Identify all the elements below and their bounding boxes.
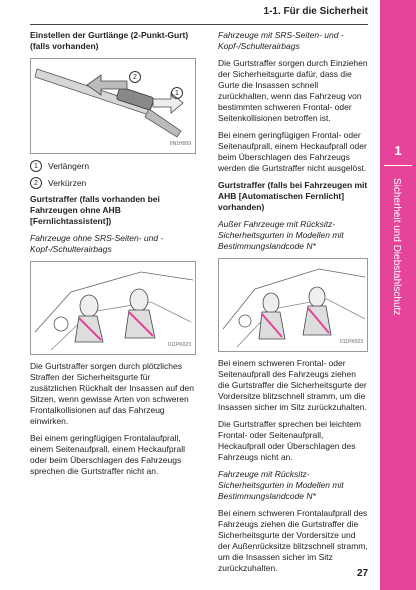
item-number: 1 — [30, 160, 42, 172]
chapter-side-tab — [380, 0, 416, 590]
left-column — [30, 30, 196, 483]
callout-2: 2 — [129, 71, 141, 83]
vehicle-condition-note: Außer Fahrzeuge mit Rücksitz-Sicherheitsgurten in Modellen mit Bestimmungslandcode N* — [218, 219, 344, 251]
running-header: 1-1. Für die Sicherheit — [30, 0, 368, 25]
callout-1: 1 — [171, 87, 183, 99]
section-heading-belt-length: Einstellen der Gurtlänge (2-Punkt-Gurt) (falls vorhanden) — [30, 30, 189, 51]
vehicle-condition-note: Fahrzeuge mit SRS-Seiten- und -Kopf-/Schulterairbags — [218, 30, 344, 51]
chapter-tab-divider — [384, 165, 412, 166]
section-heading-pretensioner: Gurtstraffer (falls vorhanden bei Fahrzeugen ohne AHB [Fernlichtassistent]) — [30, 194, 160, 226]
belt-adjust-figure — [30, 58, 196, 154]
paragraph: Die Gurtstraffer sorgen durch plötzliches Straffen der Sicherheitsgurte für zusätzlichen Rückhalt der Insassen auf den Sitzen, wenn gewisse Arten von schweren Frontalkollisionen auf das Fahrzeug einwirken. — [30, 361, 194, 426]
vehicle-condition-note: Fahrzeuge ohne SRS-Seiten- und -Kopf-/Schulterairbags — [30, 233, 164, 254]
figure-code: IIN1H009 — [169, 141, 191, 147]
figure-code: II11PK023 — [168, 342, 191, 348]
page-number: 27 — [357, 568, 369, 579]
list-item — [30, 177, 196, 189]
paragraph: Bei einem geringfügigen Frontal- oder Seitenaufprall, einem Heckaufprall oder beim Überschlagen des Fahrzeugs werden die Gurtstraffer nicht ausgelöst. — [218, 130, 367, 173]
right-column — [218, 30, 368, 580]
list-item — [30, 160, 196, 172]
figure-code: II11PK023 — [340, 339, 363, 345]
pretensioner-ahb-figure — [218, 258, 368, 352]
paragraph: Die Gurtstraffer sorgen durch Einziehen der Sicherheitsgurte dafür, dass die Gurte die Insassen schnell zurückhalten, wenn das Fahrzeug von bestimmten schweren Frontal- oder Seitenkollisionen betroffen ist. — [218, 58, 368, 123]
chapter-title: Sicherheit und Diebstahlschutz — [391, 178, 402, 316]
paragraph: Die Gurtstraffer sprechen bei leichtem Frontal- oder Seitenaufprall, Heckaufprall oder Überschlagen des Fahrzeugs nicht an. — [218, 419, 361, 462]
item-text: Verkürzen — [48, 177, 87, 188]
paragraph: Bei einem schweren Frontalaufprall des Fahrzeugs ziehen die Gurtstraffer die Sicherheitsgurte der Vordersitze und der Außenrücksitze blitzschnell stramm, um die Insassen sicher im Sitz zurückzuhalten. — [218, 508, 368, 573]
item-number: 2 — [30, 177, 42, 189]
paragraph: Bei einem geringfügigen Frontalaufprall, einem Seitenaufprall, einem Heckaufprall oder beim Überschlagen des Fahrzeugs sprechen die Gurtstraffer nicht an. — [30, 433, 185, 476]
item-text: Verlängern — [48, 160, 90, 171]
vehicle-condition-note: Fahrzeuge mit Rücksitz-Sicherheitsgurten in Modellen mit Bestimmungslandcode N* — [218, 469, 344, 501]
chapter-number: 1 — [394, 143, 402, 158]
paragraph: Bei einem schweren Frontal- oder Seitenaufprall des Fahrzeugs ziehen die Gurtstraffer die Sicherheitsgurte der Vordersitze blitzschnell stramm, um die Insassen sicher im Sitz zurückzuhalten. — [218, 358, 367, 412]
pretensioner-figure — [30, 261, 196, 355]
section-heading-pretensioner-ahb: Gurtstraffer (falls bei Fahrzeugen mit AHB [Automatischen Fernlicht] vorhanden) — [218, 180, 368, 212]
